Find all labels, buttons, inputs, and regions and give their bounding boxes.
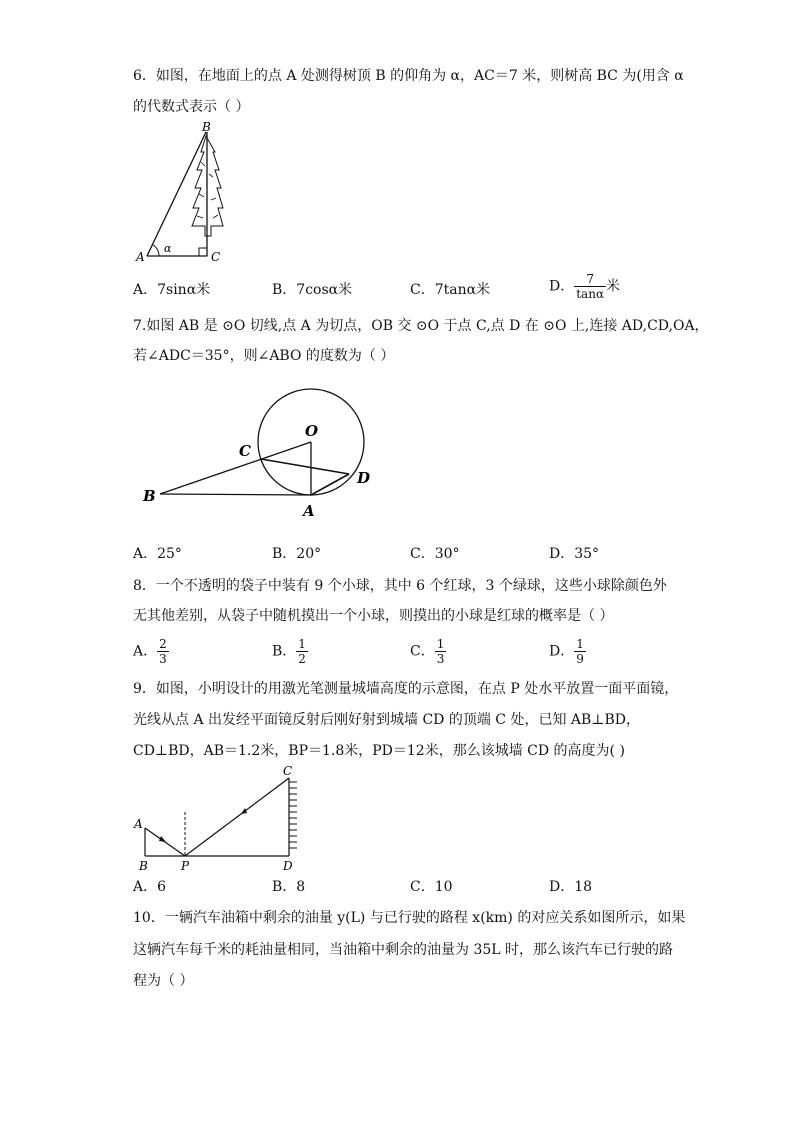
q8-option-c xyxy=(410,637,446,666)
q6-label-alpha: α xyxy=(164,242,172,255)
q8-option-b-prefix: B． xyxy=(272,643,297,660)
q8-line2: 无其他差别，从袋子中随机摸出一个小球，则摸出的小球是红球的概率是（ ） xyxy=(133,608,614,624)
q9-option-d: D．18 xyxy=(549,879,593,895)
q6-option-d-num: 7 xyxy=(586,272,594,286)
q10-line2: 这辆汽车每千米的耗油量相同，当油箱中剩余的油量为 35L 时，那么该汽车已行驶的路 xyxy=(133,942,674,958)
q6-label-c: C xyxy=(211,250,221,264)
q6-option-d-den: tanα xyxy=(576,287,605,301)
q7-line-ba xyxy=(160,494,311,495)
q8-option-a-num: 2 xyxy=(159,637,167,651)
q9-mirror-figure xyxy=(133,764,313,874)
q6-label-a: A xyxy=(136,250,145,264)
q6-option-b: B．7cosα米 xyxy=(272,282,353,298)
q8-option-d-fraction xyxy=(574,637,586,666)
q9-label-a: A xyxy=(134,817,143,831)
q9-line3: CD⊥BD，AB＝1.2米，BP＝1.8米，PD＝12米，那么该城墙 CD 的高度为( ) xyxy=(133,743,625,759)
q6-right-angle-mark xyxy=(199,248,207,256)
q8-option-a-prefix: A． xyxy=(133,643,158,660)
q10-line3: 程为（ ） xyxy=(133,973,194,989)
q8-option-d-prefix: D． xyxy=(549,643,575,660)
q7-label-c: C xyxy=(239,442,251,460)
q8-option-b-den: 2 xyxy=(298,652,306,666)
q6-line2: 的代数式表示（ ） xyxy=(133,99,250,115)
q9-wall-hatch xyxy=(289,782,297,848)
q8-option-c-fraction xyxy=(435,637,447,666)
q6-option-d xyxy=(549,272,620,301)
q9-arrow-2 xyxy=(241,808,247,814)
q9-option-b: B．8 xyxy=(272,879,306,895)
q6-angle-arc xyxy=(153,245,159,256)
q8-option-d-den: 9 xyxy=(576,652,584,666)
q7-label-b: B xyxy=(143,487,156,505)
q8-option-a-den: 3 xyxy=(159,652,167,666)
q6-tree-figure xyxy=(135,122,235,264)
q9-label-p: P xyxy=(181,859,190,873)
q9-label-b: B xyxy=(139,859,148,873)
q8-option-a xyxy=(133,637,169,666)
q7-option-d: D．35° xyxy=(549,546,600,562)
q8-option-b-num: 1 xyxy=(298,637,306,651)
q9-option-a: A．6 xyxy=(133,879,167,895)
q7-circle-figure xyxy=(135,384,385,524)
q9-line1: 9．如图，小明设计的用激光笔测量城墙高度的示意图，在点 P 处水平放置一面平面镜， xyxy=(133,681,679,697)
q9-label-d: D xyxy=(283,859,293,873)
q7-option-a: A．25° xyxy=(133,546,182,562)
q7-line2: 若∠ADC＝35°，则∠ABO 的度数为（ ） xyxy=(133,348,395,364)
q6-line-ab xyxy=(147,132,206,256)
q10-line1: 10．一辆汽车油箱中剩余的油量 y(L) 与已行驶的路程 x(km) 的对应关系如图所示，如果 xyxy=(133,910,686,926)
q9-option-c: C．10 xyxy=(410,879,453,895)
q9-line-ap xyxy=(145,828,185,856)
q7-line1: 7.如图 AB 是 ⊙O 切线,点 A 为切点，OB 交 ⊙O 于点 C,点 D 在 ⊙O 上,连接 AD,CD,OA， xyxy=(133,318,709,334)
q9-line-pc xyxy=(185,778,289,856)
q6-option-d-suffix: 米 xyxy=(606,278,621,295)
q6-option-d-prefix: D． xyxy=(549,278,575,295)
q8-option-d-num: 1 xyxy=(576,637,584,651)
q6-option-c: C．7tanα米 xyxy=(410,282,491,298)
q8-option-b-fraction xyxy=(296,637,308,666)
q8-option-a-fraction xyxy=(157,637,169,666)
q9-line2: 光线从点 A 出发经平面镜反射后刚好射到城墙 CD 的顶端 C 处，已知 AB⊥BD， xyxy=(133,712,640,728)
q8-option-c-den: 3 xyxy=(436,652,445,666)
q7-option-c: C．30° xyxy=(410,546,460,562)
q6-label-b: B xyxy=(202,122,211,134)
q6-line1: 6．如图，在地面上的点 A 处测得树顶 B 的仰角为 α，AC＝7 米，则树高 BC 为(用含 α xyxy=(133,68,684,84)
q8-option-c-num: 1 xyxy=(436,637,445,651)
q6-option-d-fraction xyxy=(574,272,606,301)
q6-option-a: A．7sinα米 xyxy=(133,282,211,298)
q7-label-a: A xyxy=(303,502,315,520)
q9-label-c: C xyxy=(283,764,293,778)
q8-line1: 8．一个不透明的袋子中装有 9 个小球，其中 6 个红球，3 个绿球，这些小球除颜色外 xyxy=(133,578,667,594)
q7-option-b: B．20° xyxy=(272,546,322,562)
q8-option-d xyxy=(549,637,586,666)
q7-label-o: O xyxy=(305,422,319,440)
q8-option-b xyxy=(272,637,308,666)
q9-arrow-1 xyxy=(159,836,166,842)
q7-line-cd xyxy=(261,459,349,474)
q7-line-bo xyxy=(160,442,311,494)
q7-label-d: D xyxy=(357,469,371,487)
q8-option-c-prefix: C． xyxy=(410,643,435,660)
